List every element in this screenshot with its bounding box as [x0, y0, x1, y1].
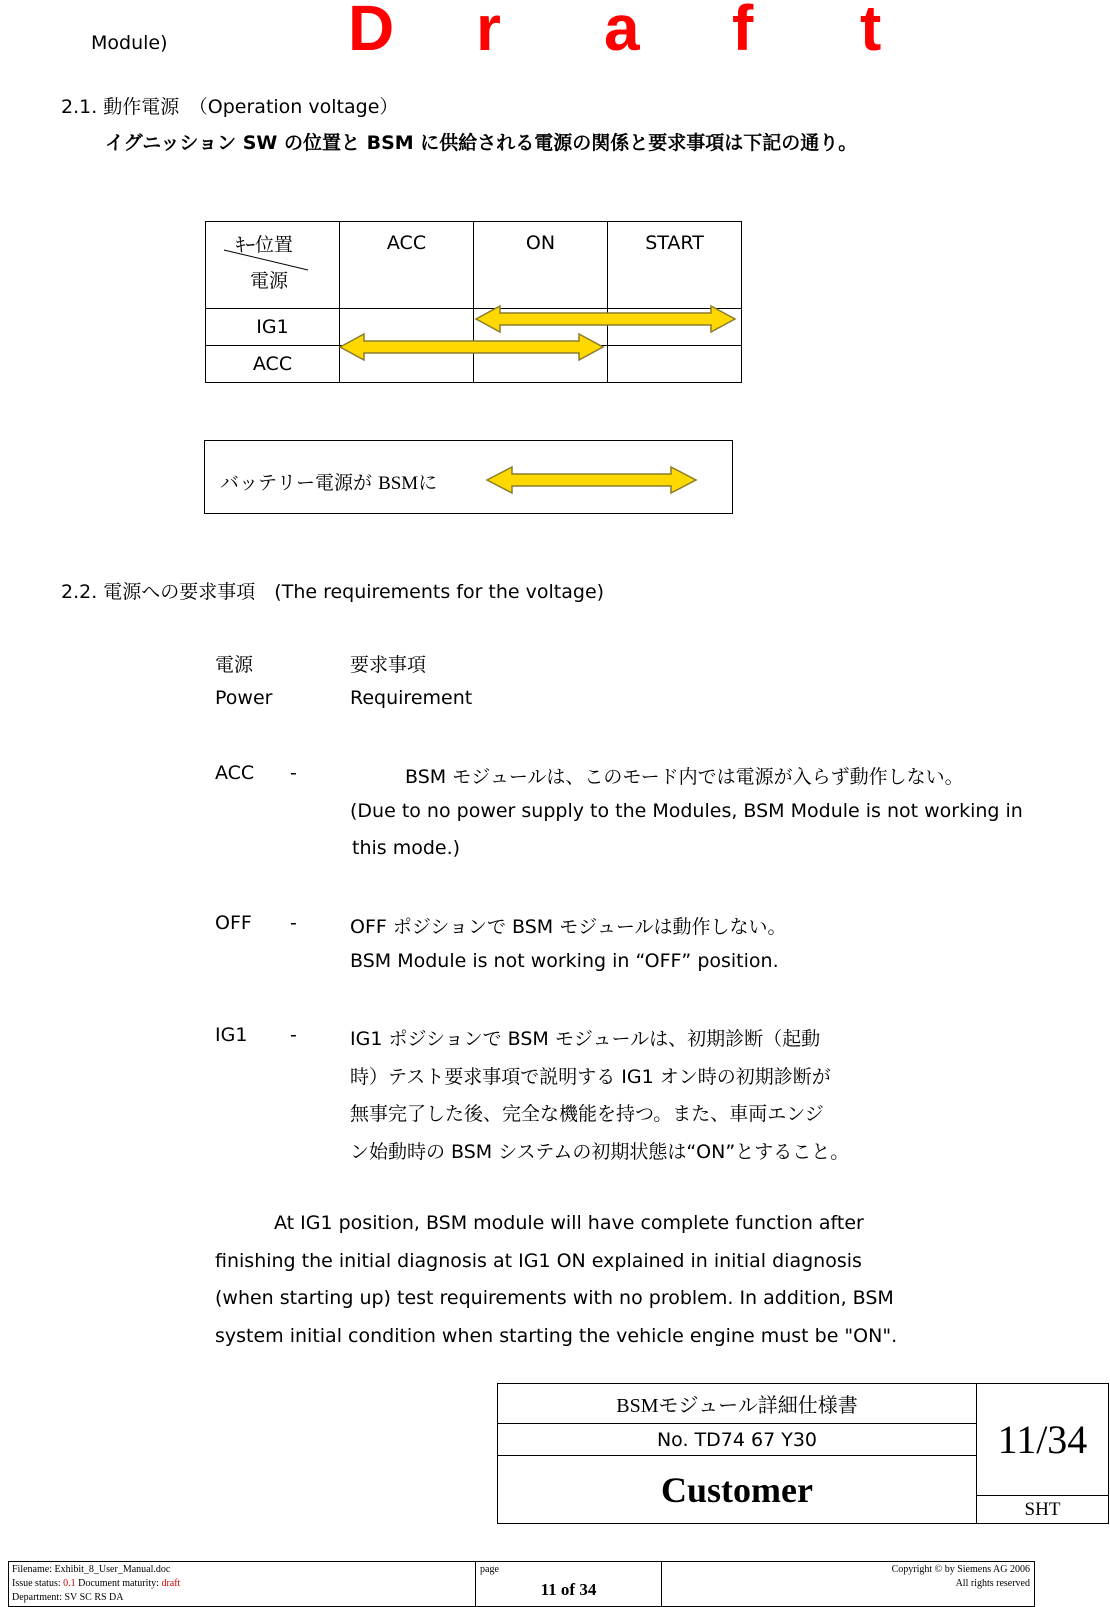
ig1-requirement-ja-2: 時）テスト要求事項で説明する IG1 オン時の初期診断が: [350, 1066, 831, 1088]
doc-number: No. TD74 67 Y30: [498, 1424, 977, 1456]
battery-power-label: [220, 468, 437, 495]
ig1-requirement-ja-3: 無事完了した後、完全な機能を持つ。また、車両エンジ: [350, 1103, 824, 1125]
corner-power: 電源: [250, 270, 289, 292]
section-2-1-subheading: イグニッション SW の位置と BSM に供給される電源の関係と要求事項は下記の通り。: [105, 132, 858, 154]
off-requirement-en: BSM Module is not working in “OFF” position.: [350, 950, 779, 972]
title-bsm: BSM: [616, 1395, 659, 1417]
header-module-text: Module): [91, 32, 168, 54]
col-header-on: ON: [474, 222, 608, 309]
ig1-requirement-ja-1: IG1 ポジションで BSM モジュールは、初期診断（起動: [350, 1028, 821, 1050]
col-header-acc: ACC: [340, 222, 474, 309]
page-footer: [8, 1561, 1035, 1607]
ig1-label: IG1: [215, 1024, 248, 1046]
footer-page-value: 11 of 34: [540, 1580, 597, 1599]
footer-filename: Filename: Exhibit_8_User_Manual.doc: [12, 1564, 171, 1575]
customer-label: Customer: [498, 1456, 977, 1524]
footer-rights: All rights reserved: [955, 1578, 1030, 1589]
acc-power-arrow: [340, 334, 603, 360]
title-block-title: [498, 1384, 977, 1424]
draft-letter: D: [348, 0, 395, 64]
col-requirement-ja: 要求事項: [350, 654, 427, 676]
footer-page-info: [476, 1562, 662, 1606]
row-label-ig1: IG1: [206, 309, 340, 346]
acc-label: ACC: [215, 762, 255, 784]
draft-letter: a: [604, 0, 640, 64]
acc-requirement-en-2: this mode.): [352, 837, 461, 859]
section-2-1-heading: 2.1. 動作電源 （Operation voltage）: [61, 96, 399, 118]
title-block: [497, 1383, 1109, 1524]
section-2-2-heading: 2.2. 電源への要求事項 (The requirements for the voltage): [61, 581, 605, 603]
draft-letter: r: [476, 0, 501, 64]
sht-label: SHT: [977, 1496, 1109, 1524]
draft-letter: f: [732, 0, 754, 64]
footer-copyright-info: [662, 1562, 1034, 1606]
off-label: OFF: [215, 912, 252, 934]
corner-key-position: ｷｰ位置: [236, 234, 294, 256]
acc-requirement-en-1: (Due to no power supply to the Modules, BSM Module is not working in: [350, 800, 1023, 822]
battery-label-suffix: に: [418, 472, 438, 494]
footer-page-label: page: [480, 1564, 499, 1575]
ig1-power-arrow: [476, 306, 735, 332]
ig1-requirement-en-1: At IG1 position, BSM module will have complete function after: [274, 1212, 864, 1234]
battery-label-bsm: BSM: [378, 473, 419, 494]
row-label-acc: ACC: [206, 346, 340, 383]
col-power-ja: 電源: [215, 654, 254, 676]
col-power-en: Power: [215, 687, 273, 709]
col-header-start: START: [608, 222, 742, 309]
battery-label-prefix: バッテリー電源が: [220, 472, 373, 494]
footer-copyright: Copyright © by Siemens AG 2006: [891, 1564, 1030, 1575]
footer-issue-status: Issue status: 0.1 Document maturity: draft: [12, 1578, 181, 1589]
footer-file-info: [9, 1562, 476, 1606]
acc-dash: -: [290, 762, 297, 784]
sheet-number: 11/34: [977, 1384, 1109, 1496]
ig1-requirement-en-3: (when starting up) test requirements with no problem. In addition, BSM: [215, 1287, 894, 1309]
off-requirement-ja: OFF ポジションで BSM モジュールは動作しない。: [350, 916, 787, 938]
ig1-requirement-en-2: finishing the initial diagnosis at IG1 ON explained in initial diagnosis: [215, 1250, 862, 1272]
ig1-requirement-en-4: system initial condition when starting the vehicle engine must be "ON".: [215, 1325, 898, 1347]
draft-letter: t: [860, 0, 882, 64]
acc-requirement-ja: BSM モジュールは、このモード内では電源が入らず動作しない。: [405, 766, 964, 788]
off-dash: -: [290, 912, 297, 934]
ig1-dash: -: [290, 1024, 297, 1046]
col-requirement-en: Requirement: [350, 687, 473, 709]
title-rest: モジュール詳細仕様書: [658, 1393, 858, 1417]
footer-department: Department: SV SC RS DA: [12, 1592, 124, 1603]
ig1-requirement-ja-4: ン始動時の BSM システムの初期状態は“ON”とすること。: [350, 1141, 850, 1163]
